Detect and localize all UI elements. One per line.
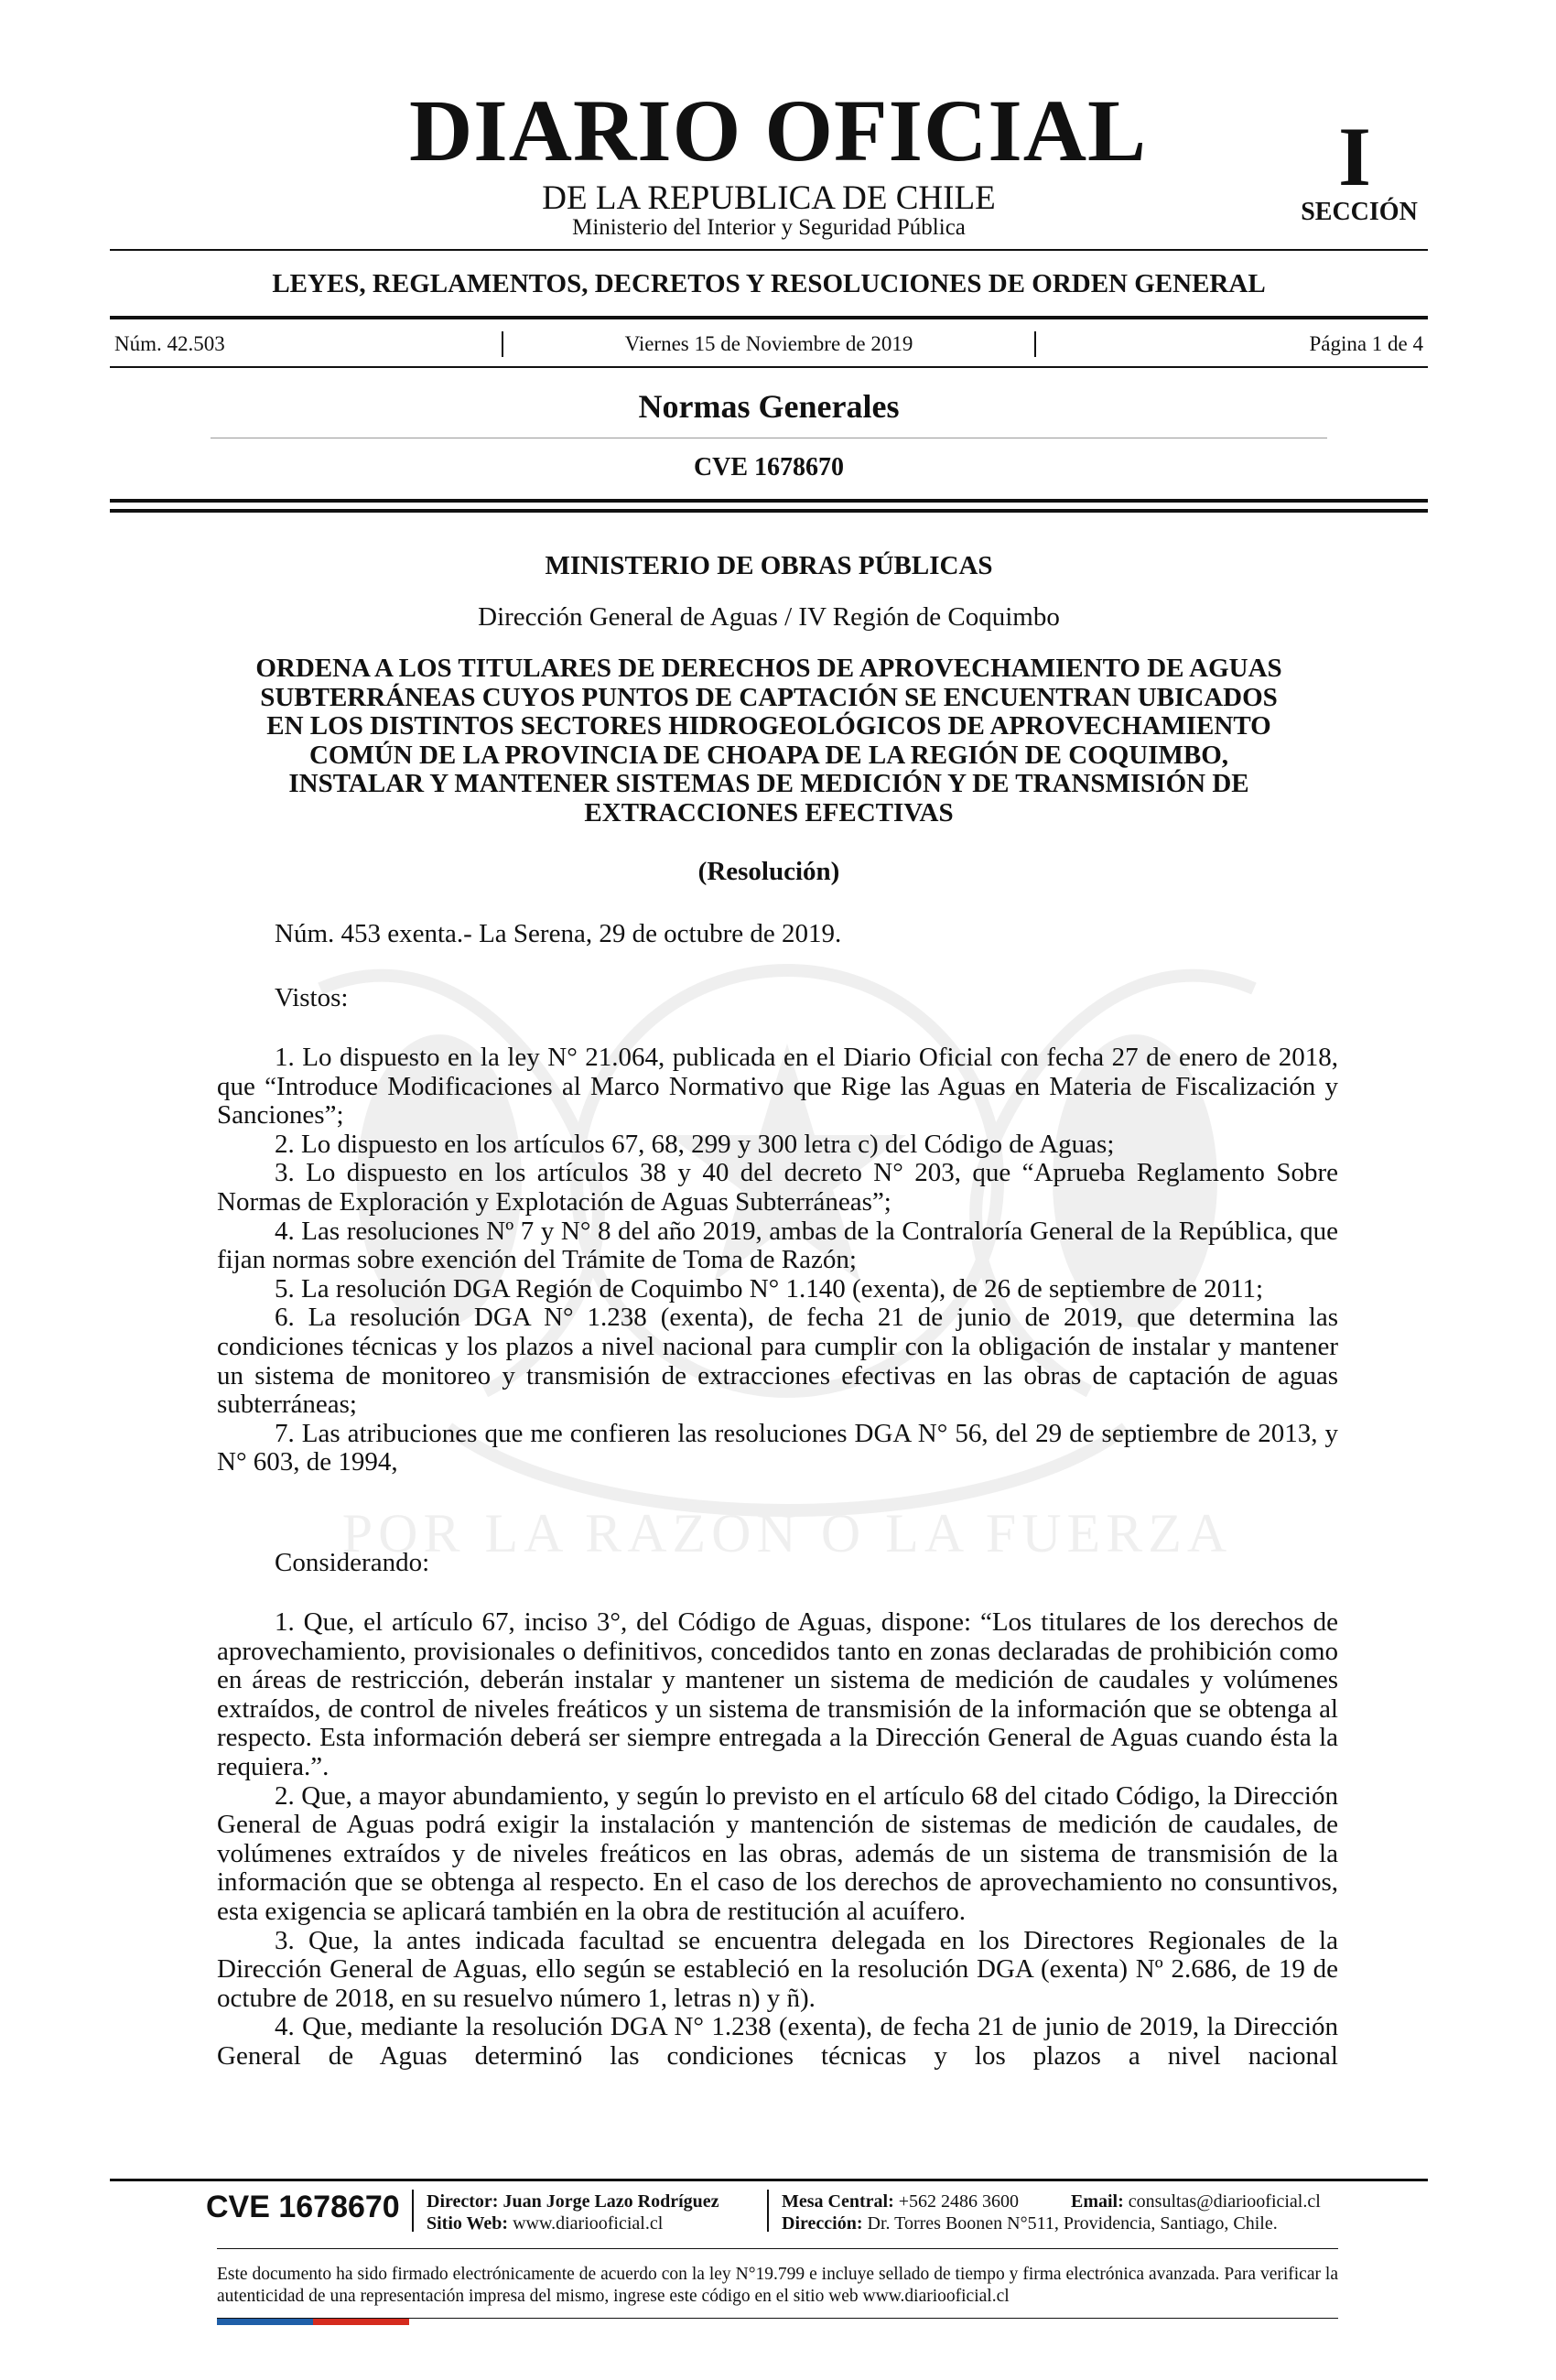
footer-email <box>1071 2191 1321 2212</box>
title-line: INSTALAR Y MANTENER SISTEMAS DE MEDICIÓN Y DE TRANSMISIÓN DE <box>288 769 1249 798</box>
phone-label: Mesa Central: <box>782 2191 894 2212</box>
vistos-item: 1. Lo dispuesto en la ley N° 21.064, publicada en el Diario Oficial con fecha 27 de enero de 2018, que “Introduce Modificaciones al Marco Normativo que Rige las Aguas en Materia de Fiscalización y Sanciones”; <box>217 1043 1338 1130</box>
cve-code: CVE 1678670 <box>693 453 845 481</box>
footer-top-rule <box>110 2179 1428 2181</box>
site-label: Sitio Web: <box>427 2213 509 2234</box>
laws-heading: LEYES, REGLAMENTOS, DECRETOS Y RESOLUCIONES DE ORDEN GENERAL <box>272 269 1266 298</box>
issue-date: Viernes 15 de Noviembre de 2019 <box>624 332 913 355</box>
vistos-item: 7. Las atribuciones que me confieren las resoluciones DGA N° 56, del 29 de septiembre de 2013, y N° 603, de 1994, <box>217 1418 1338 1477</box>
title-line: ORDENA A LOS TITULARES DE DERECHOS DE APROVECHAMIENTO DE AGUAS <box>255 654 1282 683</box>
considerando-item: 3. Que, la antes indicada facultad se encuentra delegada en los Directores Regionales de la Dirección General de Aguas, ello según se estableció en la resolución DGA (exenta) Nº 2.686, de 19 de octubre de 2018, en su resuelvo número 1, letras n) y ñ). <box>217 1925 1338 2013</box>
footer-separator <box>412 2190 414 2232</box>
issue-number: Núm. 42.503 <box>114 332 225 355</box>
resolution-title <box>183 654 1355 828</box>
flag-stripe-red <box>313 2319 409 2325</box>
vistos-item: 6. La resolución DGA N° 1.238 (exenta), de fecha 21 de junio de 2019, que determina las condiciones técnicas y los plazos a nivel nacional para cumplir con la obligación de instalar y mantener un sistema de monitoreo y transmisión de extracciones efectivas en las obras de captación de aguas subterráneas; <box>217 1303 1338 1420</box>
vistos-item: 2. Lo dispuesto en los artículos 67, 68, 299 y 300 letra c) del Código de Aguas; <box>275 1129 1115 1159</box>
vistos-item: 5. La resolución DGA Región de Coquimbo N° 1.140 (exenta), de 26 de septiembre de 2011; <box>275 1273 1264 1304</box>
section-roman-numeral: I <box>1338 110 1371 203</box>
address-label: Dirección: <box>782 2213 863 2234</box>
issue-top-rule <box>110 316 1428 319</box>
vistos-label: Vistos: <box>275 983 349 1012</box>
issue-separator <box>1034 331 1036 357</box>
footer-site <box>427 2212 663 2234</box>
seal-motto: POR LA RAZON O LA FUERZA <box>341 1503 1233 1563</box>
director-value: Juan Jorge Lazo Rodríguez <box>502 2191 719 2212</box>
section-title: Normas Generales <box>638 388 900 425</box>
director-label: Director: <box>427 2191 499 2212</box>
footer-director <box>427 2191 719 2212</box>
footer-phone <box>782 2191 1019 2212</box>
resolution-label: (Resolución) <box>697 857 840 886</box>
title-line: EN LOS DISTINTOS SECTORES HIDROGEOLÓGICOS DE APROVECHAMIENTO <box>266 711 1271 741</box>
issue-page: Página 1 de 4 <box>1309 332 1423 355</box>
title-line: COMÚN DE LA PROVINCIA DE CHOAPA DE LA REGIÓN DE COQUIMBO, <box>308 740 1229 770</box>
footer-separator <box>767 2190 769 2232</box>
double-rule-top <box>110 499 1428 503</box>
masthead-ministry: Ministerio del Interior y Seguridad Pública <box>572 215 966 240</box>
footer-address <box>782 2212 1278 2234</box>
footer-mid-rule <box>217 2248 1338 2249</box>
email-label: Email: <box>1071 2191 1124 2212</box>
considerando-label: Considerando: <box>275 1548 430 1577</box>
vistos-list <box>217 1044 1338 1477</box>
section-label: SECCIÓN <box>1301 198 1418 226</box>
flag-stripe-blue <box>217 2319 313 2325</box>
direction-heading: Dirección General de Aguas / IV Región de Coquimbo <box>478 602 1060 632</box>
considerando-item: 1. Que, el artículo 67, inciso 3°, del Código de Aguas, dispone: “Los titulares de los derechos de aprovechamiento, provisionales o definitivos, concedidos tanto en zonas declaradas de prohibición como en áreas de restricción, deberán instalar y mantener un sistema de medición de caudales y volúmenes extraídos, de control de niveles freáticos y un sistema de transmisión de la información que se obtenga al respecto. Esta información deberá ser siempre entregada a la Dirección General de Aguas cuando ésta la requiera.”. <box>217 1607 1338 1781</box>
site-link[interactable]: www.diariooficial.cl <box>513 2213 664 2234</box>
considerando-list <box>217 1608 1338 2072</box>
double-rule-bottom <box>110 509 1428 513</box>
title-line: SUBTERRÁNEAS CUYOS PUNTOS DE CAPTACIÓN SE ENCUENTRAN UBICADOS <box>260 682 1278 712</box>
vistos-item: 4. Las resoluciones Nº 7 y N° 8 del año 2019, ambas de la Contraloría General de la República, que fijan normas sobre exención del Trámite de Toma de Razón; <box>217 1216 1338 1275</box>
phone-value: +562 2486 3600 <box>898 2191 1020 2212</box>
resolution-number: Núm. 453 exenta.- La Serena, 29 de octubre de 2019. <box>275 919 842 948</box>
email-link[interactable]: consultas@diariooficial.cl <box>1128 2191 1321 2212</box>
masthead-title: DIARIO OFICIAL <box>408 81 1148 179</box>
masthead-subtitle: DE LA REPUBLICA DE CHILE <box>542 179 996 217</box>
title-line: EXTRACCIONES EFECTIVAS <box>584 797 954 828</box>
masthead-rule <box>110 249 1428 251</box>
footer-cve-code: CVE 1678670 <box>206 2190 400 2224</box>
ministry-heading: MINISTERIO DE OBRAS PÚBLICAS <box>545 551 993 580</box>
considerando-item: 4. Que, mediante la resolución DGA N° 1.238 (exenta), de fecha 21 de junio de 2019, la Dirección General de Aguas determinó las condiciones técnicas y los plazos a nivel nacional <box>217 2012 1338 2071</box>
address-value: Dr. Torres Boonen N°511, Providencia, Santiago, Chile. <box>867 2213 1278 2234</box>
footer-signature-note: Este documento ha sido firmado electrónicamente de acuerdo con la ley N°19.799 e incluye sellado de tiempo y firma electrónica avanzada. Para verificar la autenticidad de una representación impresa del mismo, ingrese este código en el sitio web www.diariooficial.cl <box>217 2265 1338 2306</box>
issue-bottom-rule <box>110 366 1428 368</box>
considerando-item: 2. Que, a mayor abundamiento, y según lo previsto en el artículo 68 del citado Código, la Dirección General de Aguas podrá exigir la instalación y mantención de sistemas de medición de caudales, de volúmenes extraídos y de niveles freáticos en las obras, además de un sistema de transmisión de la información que se obtenga al respecto. En el caso de los derechos de aprovechamiento no consuntivos, esta exigencia se aplicará también en la obra de restitución al acuífero. <box>217 1780 1338 1926</box>
vistos-item: 3. Lo dispuesto en los artículos 38 y 40 del decreto N° 203, que “Aprueba Reglamento Sobre Normas de Exploración y Explotación de Aguas Subterráneas”; <box>217 1158 1338 1217</box>
